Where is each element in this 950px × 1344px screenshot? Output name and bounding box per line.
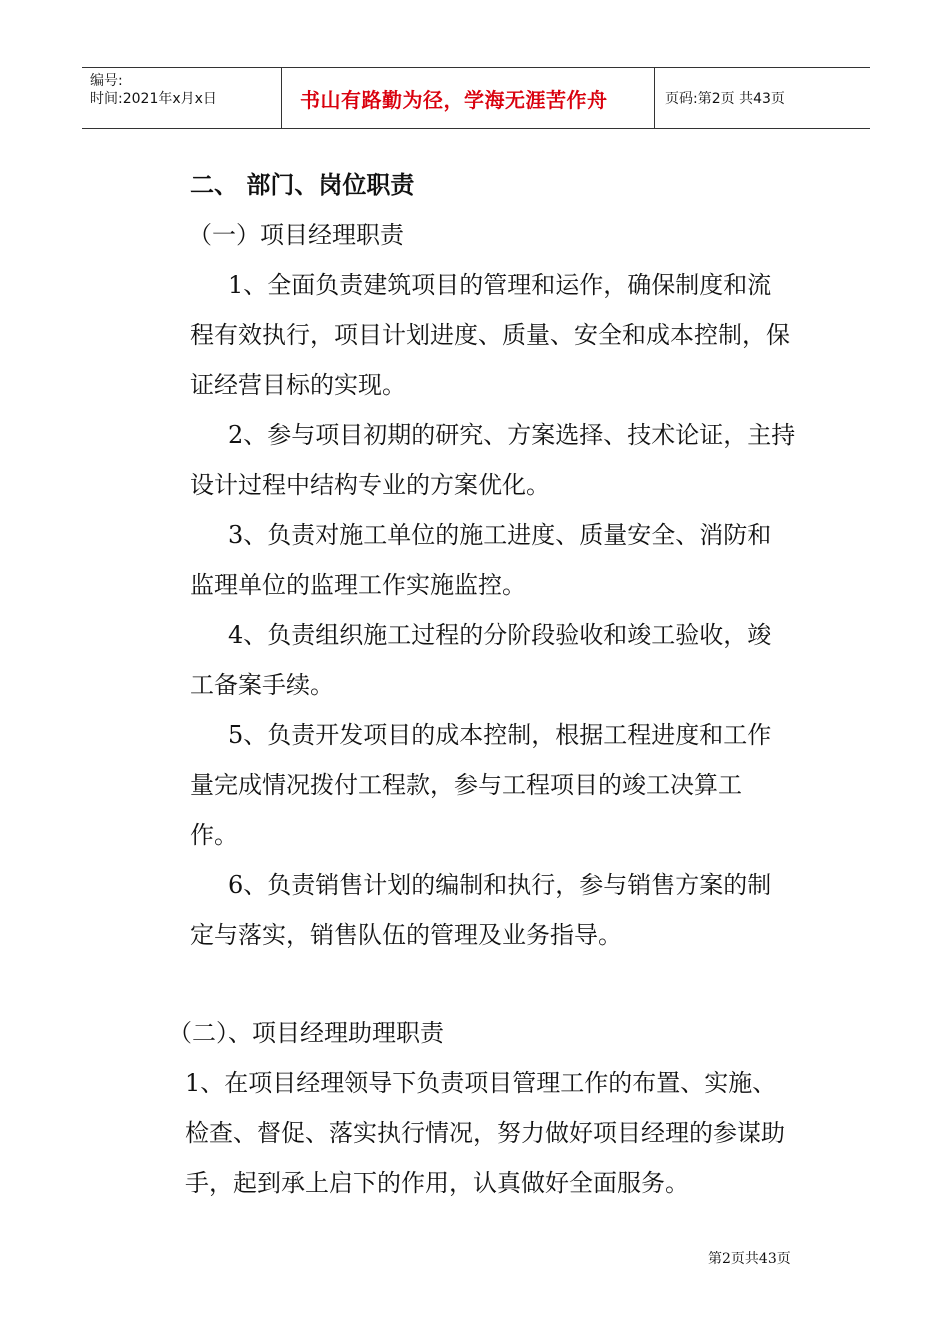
number-label: 编号: [90,73,123,89]
paragraph-line: 1、在项目经理领导下负责项目管理工作的布置、实施、 [185,1069,777,1097]
paragraph-line: 程有效执行，项目计划进度、质量、安全和成本控制，保 [190,321,790,349]
paragraph-line: 作。 [190,821,238,849]
sub2-title: （二）、项目经理助理职责 [168,1019,444,1047]
paragraph-line: 设计过程中结构专业的方案优化。 [190,471,550,499]
paragraph-line: 5、负责开发项目的成本控制，根据工程进度和工作 [228,721,772,749]
paragraph-line: 手，起到承上启下的作用，认真做好全面服务。 [185,1169,689,1197]
paragraph-line: 4、负责组织施工过程的分阶段验收和竣工验收，竣 [228,621,772,649]
paragraph-line: 检查、督促、落实执行情况，努力做好项目经理的参谋助 [185,1119,785,1147]
paragraph-line: 2、参与项目初期的研究、方案选择、技术论证，主持 [228,421,796,449]
page-label: 页码:第2页 共43页 [665,91,785,107]
paragraph-line: 证经营目标的实现。 [190,371,406,399]
paragraph-line: 3、负责对施工单位的施工进度、质量安全、消防和 [228,521,772,549]
header-motto [282,68,655,128]
paragraph-line: 工备案手续。 [190,671,334,699]
paragraph-line: 监理单位的监理工作实施监控。 [190,571,526,599]
page-footer: 第2页共43页 [708,1251,791,1267]
paragraph-line: 6、负责销售计划的编制和执行，参与销售方案的制 [228,871,772,899]
section-title: 二、 部门、岗位职责 [190,171,415,199]
time-label: 时间:2021年x月x日 [90,91,217,107]
header-page [655,68,870,128]
paragraph-line: 量完成情况拨付工程款，参与工程项目的竣工决算工 [190,771,742,799]
paragraph-line: 定与落实，销售队伍的管理及业务指导。 [190,921,622,949]
paragraph-line: 1、全面负责建筑项目的管理和运作，确保制度和流 [228,271,772,299]
header-meta [82,68,282,128]
sub1-title: （一）项目经理职责 [188,221,404,249]
motto-text: 书山有路勤为径，学海无涯苦作舟 [300,87,608,112]
page-header [82,67,870,129]
